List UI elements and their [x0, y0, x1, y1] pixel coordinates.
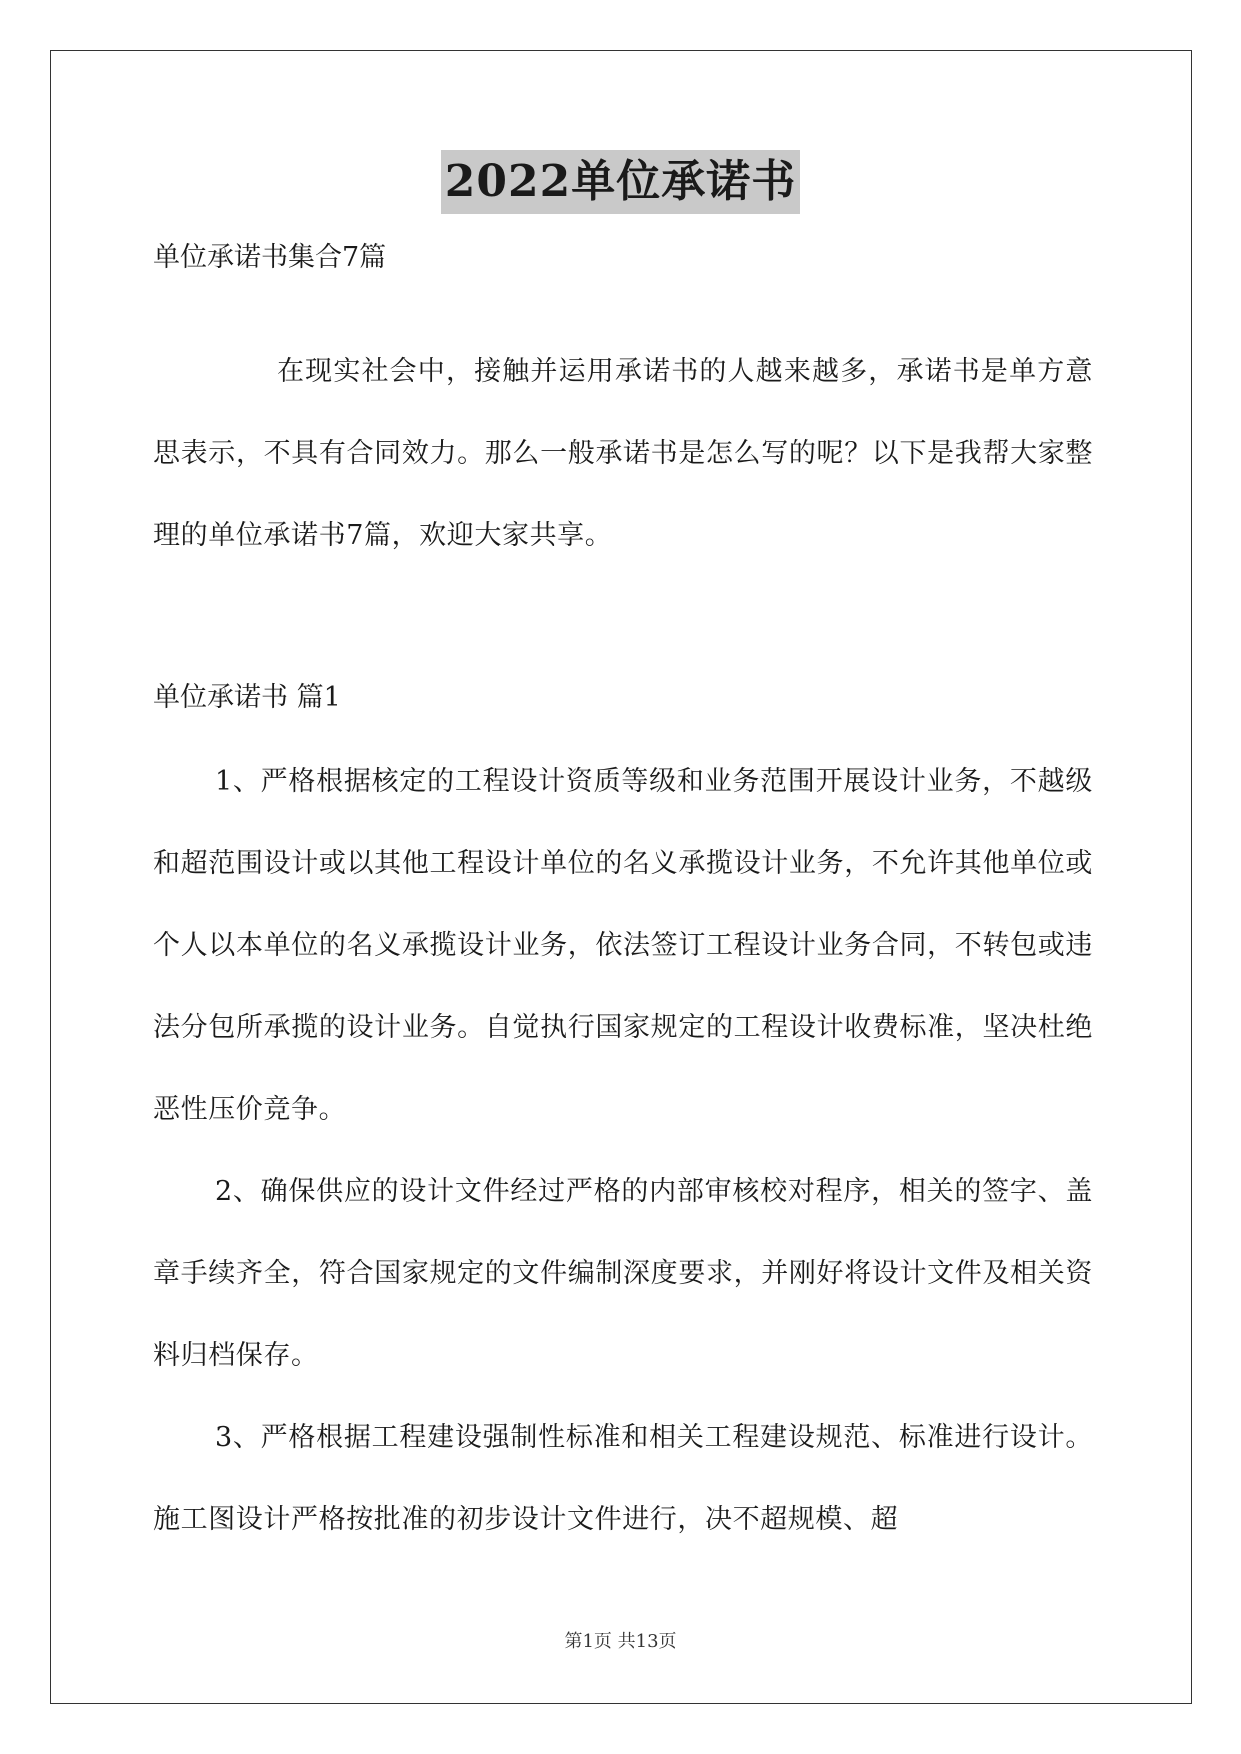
paragraph-3: 3、严格根据工程建设强制性标准和相关工程建设规范、标准进行设计。施工图设计严格按批准的初步设计文件进行，决不超规模、超	[153, 1422, 1093, 1535]
document-title: 2022单位承诺书	[441, 150, 800, 214]
section-title: 单位承诺书 篇1	[153, 682, 341, 713]
paragraph-1: 1、严格根据核定的工程设计资质等级和业务范围开展设计业务，不越级和超范围设计或以其他工程设计单位的名义承揽设计业务，不允许其他单位或个人以本单位的名义承揽设计业务，依法签订工程设计业务合同，不转包或违法分包所承揽的设计业务。自觉执行国家规定的工程设计收费标准，坚决杜绝恶性压价竞争。	[153, 766, 1093, 1125]
paragraph-2: 2、确保供应的设计文件经过严格的内部审核校对程序，相关的签字、盖章手续齐全，符合国家规定的文件编制深度要求，并刚好将设计文件及相关资料归档保存。	[153, 1176, 1093, 1371]
document-subtitle: 单位承诺书集合7篇	[153, 242, 387, 273]
page-footer: 第1页 共13页	[564, 1631, 677, 1652]
title-container	[0, 150, 1241, 214]
intro-paragraph: 在现实社会中，接触并运用承诺书的人越来越多，承诺书是单方意思表示，不具有合同效力。那么一般承诺书是怎么写的呢？以下是我帮大家整理的单位承诺书7篇，欢迎大家共享。	[153, 356, 1093, 551]
